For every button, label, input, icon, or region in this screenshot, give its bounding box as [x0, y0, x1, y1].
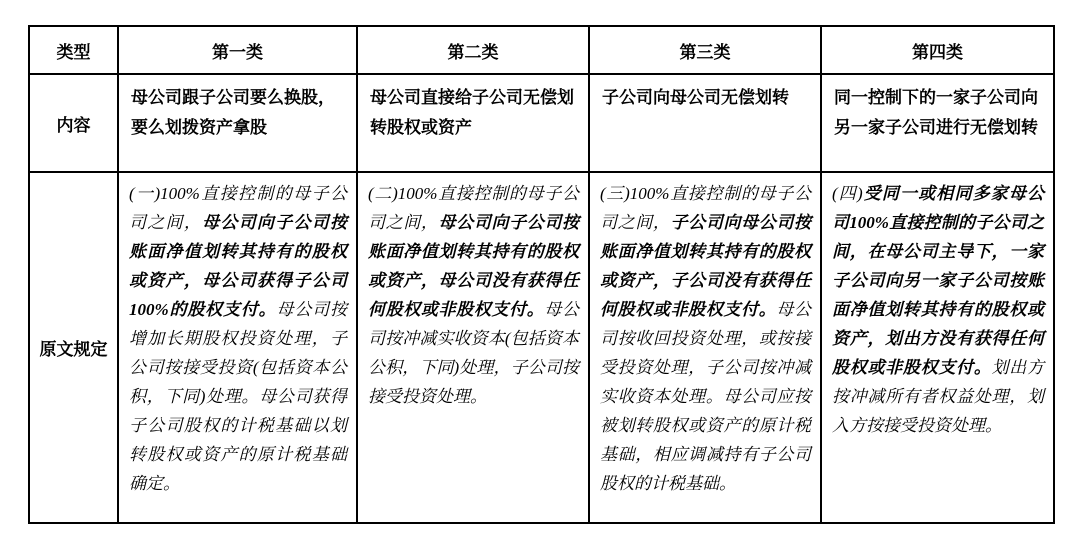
content-cell-class-1: 母公司跟子公司要么换股，要么划拨资产拿股: [118, 74, 357, 172]
content-cell-class-4: 同一控制下的一家子公司向另一家子公司进行无偿划转: [821, 74, 1054, 172]
transfer-type-comparison-table: [28, 25, 1055, 524]
content-cell-class-2: 母公司直接给子公司无偿划转股权或资产: [357, 74, 589, 172]
provision-row-label: 原文规定: [29, 172, 118, 523]
header-cell-class-2: 第二类: [357, 26, 589, 74]
provision-cell-class-4: (四)受同一或相同多家母公司100%直接控制的子公司之间，在母公司主导下，一家子公司向另一家子公司按账面净值划转其持有的股权或资产，划出方没有获得任何股权或非股权支付。划出方按冲减所有者权益处理，划入方按接受投资处理。: [821, 172, 1054, 523]
provision-cell-class-2: (二)100%直接控制的母子公司之间，母公司向子公司按账面净值划转其持有的股权或资产，母公司没有获得任何股权或非股权支付。母公司按冲减实收资本(包括资本公积，下同)处理，子公司按接受投资处理。: [357, 172, 589, 523]
provision-cell-class-3: (三)100%直接控制的母子公司之间，子公司向母公司按账面净值划转其持有的股权或资产，子公司没有获得任何股权或非股权支付。母公司按收回投资处理，或按接受投资处理，子公司按冲减实收资本处理。母公司应按被划转股权或资产的原计税基础，相应调减持有子公司股权的计税基础。: [589, 172, 821, 523]
header-cell-class-3: 第三类: [589, 26, 821, 74]
header-cell-class-1: 第一类: [118, 26, 357, 74]
header-cell-class-4: 第四类: [821, 26, 1054, 74]
provision-row: [29, 172, 1054, 523]
content-row-label: 内容: [29, 74, 118, 172]
header-row: [29, 26, 1054, 74]
content-row: [29, 74, 1054, 172]
provision-cell-class-1: (一)100%直接控制的母子公司之间，母公司向子公司按账面净值划转其持有的股权或资产，母公司获得子公司100%的股权支付。母公司按增加长期股权投资处理，子公司按接受投资(包括资本公积，下同)处理。母公司获得子公司股权的计税基础以划转股权或资产的原计税基础确定。: [118, 172, 357, 523]
content-cell-class-3: 子公司向母公司无偿划转: [589, 74, 821, 172]
header-cell-type: 类型: [29, 26, 118, 74]
